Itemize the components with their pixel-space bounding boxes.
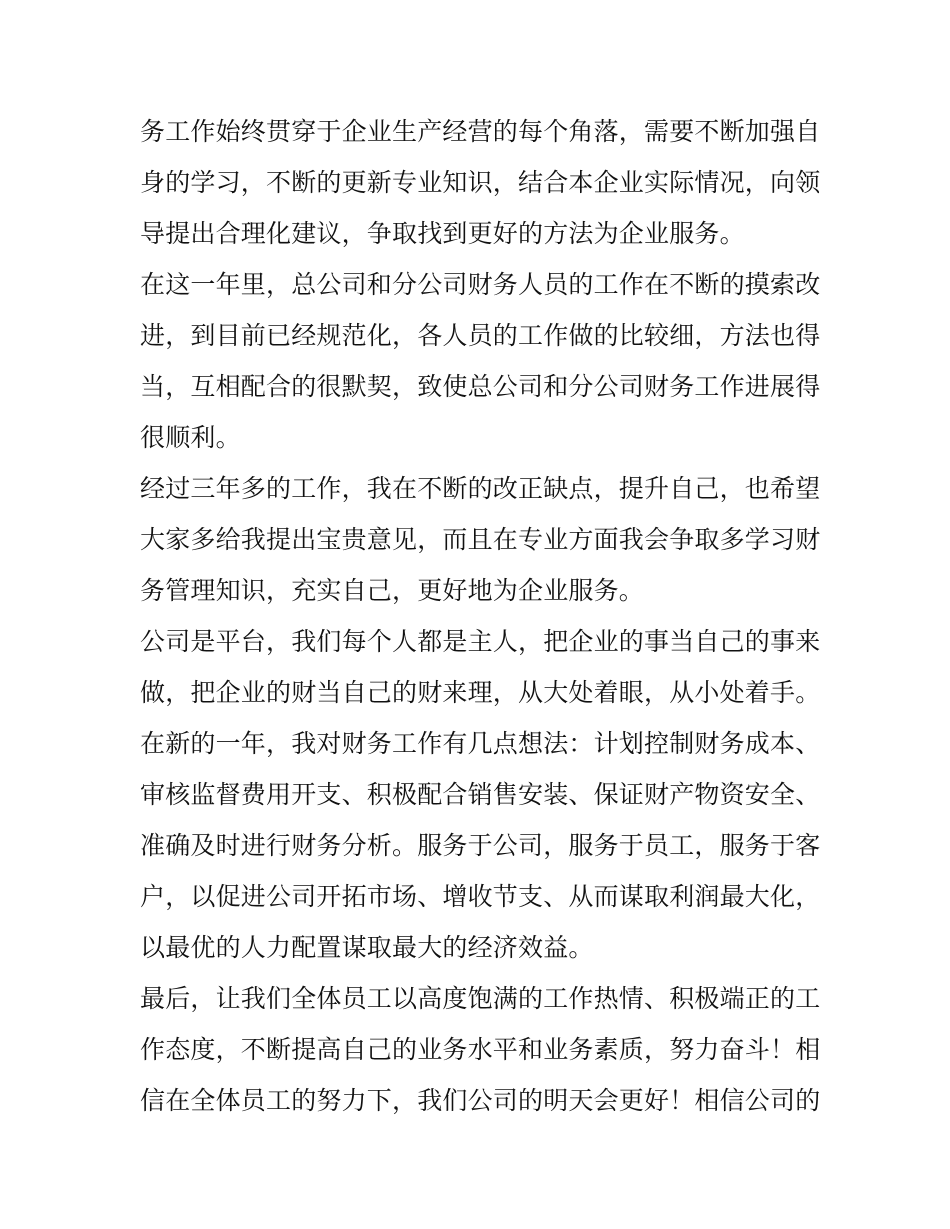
- text-line: 经过三年多的工作，我在不断的改正缺点，提升自己，也希望: [140, 474, 821, 503]
- document-body: [140, 106, 821, 1126]
- text-line: 很顺利。: [140, 423, 241, 452]
- text-line: 进，到目前已经规范化，各人员的工作做的比较细，方法也得: [140, 321, 821, 350]
- text-line: 做，把企业的财当自己的财来理，从大处着眼，从小处着手。: [140, 678, 821, 707]
- text-line: 当，互相配合的很默契，致使总公司和分公司财务工作进展得: [140, 372, 821, 401]
- text-line: 导提出合理化建议，争取找到更好的方法为企业服务。: [140, 219, 745, 248]
- text-line: 在新的一年，我对财务工作有几点想法：计划控制财务成本、: [140, 729, 821, 758]
- text-line: 信在全体员工的努力下，我们公司的明天会更好！相信公司的: [140, 1086, 821, 1115]
- text-line: 公司是平台，我们每个人都是主人，把企业的事当自己的事来: [140, 627, 821, 656]
- text-line: 大家多给我提出宝贵意见，而且在专业方面我会争取多学习财: [140, 525, 821, 554]
- text-line: 最后，让我们全体员工以高度饱满的工作热情、积极端正的工: [140, 984, 821, 1013]
- text-line: 审核监督费用开支、积极配合销售安装、保证财产物资安全、: [140, 780, 821, 809]
- text-line: 准确及时进行财务分析。服务于公司，服务于员工，服务于客: [140, 831, 821, 860]
- text-line: 身的学习，不断的更新专业知识，结合本企业实际情况，向领: [140, 168, 821, 197]
- text-line: 务管理知识，充实自己，更好地为企业服务。: [140, 576, 645, 605]
- text-line: 务工作始终贯穿于企业生产经营的每个角落，需要不断加强自: [140, 117, 821, 146]
- text-line: 作态度，不断提高自己的业务水平和业务素质，努力奋斗！相: [140, 1035, 821, 1064]
- text-line: 在这一年里，总公司和分公司财务人员的工作在不断的摸索改: [140, 270, 821, 299]
- text-line: 户，以促进公司开拓市场、增收节支、从而谋取利润最大化，: [140, 882, 821, 911]
- text-line: 以最优的人力配置谋取最大的经济效益。: [140, 933, 594, 962]
